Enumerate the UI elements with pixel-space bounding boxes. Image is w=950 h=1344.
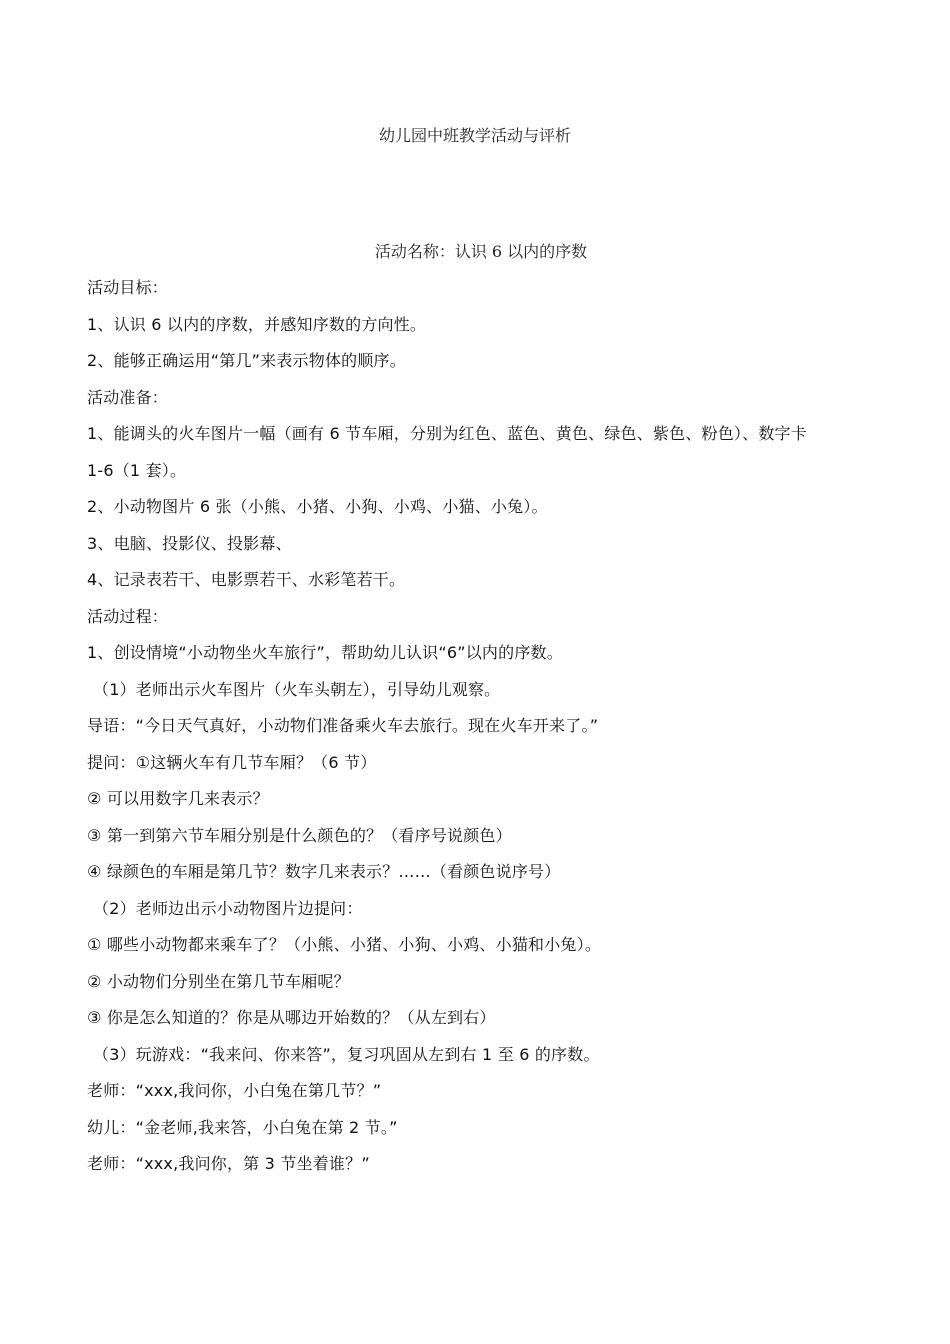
dialogue-teacher-1: 老师：“xxx,我问你，小白兔在第几节？” [87,1081,382,1100]
preparation-item-3: 3、电脑、投影仪、投影幕、 [87,533,292,553]
process-substep-3: （3）玩游戏：“我来问、你来答”，复习巩固从左到右 1 至 6 的序数。 [93,1044,600,1064]
activity-name-heading: 活动名称：认识 6 以内的序数 [374,242,588,261]
process-substep-1: （1）老师出示火车图片（火车头朝左），引导幼儿观察。 [93,679,501,699]
animal-question-3: ③ 你是怎么知道的？你是从哪边开始数的？（从左到右） [87,1008,496,1027]
document-body [87,276,887,1189]
process-substep-2: （2）老师边出示小动物图片边提问： [93,898,363,918]
question-1: 提问：①这辆火车有几节车厢？（6 节） [87,752,377,772]
question-2: ② 可以用数字几来表示？ [87,789,269,808]
preparation-item-4: 4、记录表若干、电影票若干、水彩笔若干。 [87,570,406,589]
section-heading-goals: 活动目标： [87,278,169,297]
dialogue-teacher-2: 老师：“xxx,我问你，第 3 节坐着谁？” [87,1154,370,1173]
preparation-item-1: 1、能调头的火车图片一幅（画有 6 节车厢，分别为红色、蓝色、黄色、绿色、紫色、粉色）、数字卡 [87,424,807,443]
goal-item-2: 2、能够正确运用“第几”来表示物体的顺序。 [87,351,406,370]
intro-speech: 导语：“今日天气真好，小动物们准备乘火车去旅行。现在火车开来了。” [87,716,599,735]
section-heading-process: 活动过程： [87,606,169,626]
dialogue-child-1: 幼儿：“金老师,我来答，小白兔在第 2 节。” [87,1117,398,1137]
section-heading-preparation: 活动准备： [87,387,169,407]
document-title: 幼儿园中班教学活动与评析 [378,126,571,145]
question-3: ③ 第一到第六节车厢分别是什么颜色的？（看序号说颜色） [87,825,512,845]
process-step-1: 1、创设情境“小动物坐火车旅行”，帮助幼儿认识“6”以内的序数。 [87,643,563,662]
goal-item-1: 1、认识 6 以内的序数，并感知序数的方向性。 [87,314,427,334]
question-4: ④ 绿颜色的车厢是第几节？数字几来表示？……（看颜色说序号） [87,862,561,881]
preparation-item-2: 2、小动物图片 6 张（小熊、小猪、小狗、小鸡、小猫、小兔）。 [87,497,548,516]
animal-question-2: ② 小动物们分别坐在第几节车厢呢？ [87,971,350,991]
preparation-item-1-continued: 1-6（1 套）。 [87,460,187,480]
animal-question-1: ① 哪些小动物都来乘车了？（小熊、小猪、小狗、小鸡、小猫和小兔）。 [87,935,602,954]
